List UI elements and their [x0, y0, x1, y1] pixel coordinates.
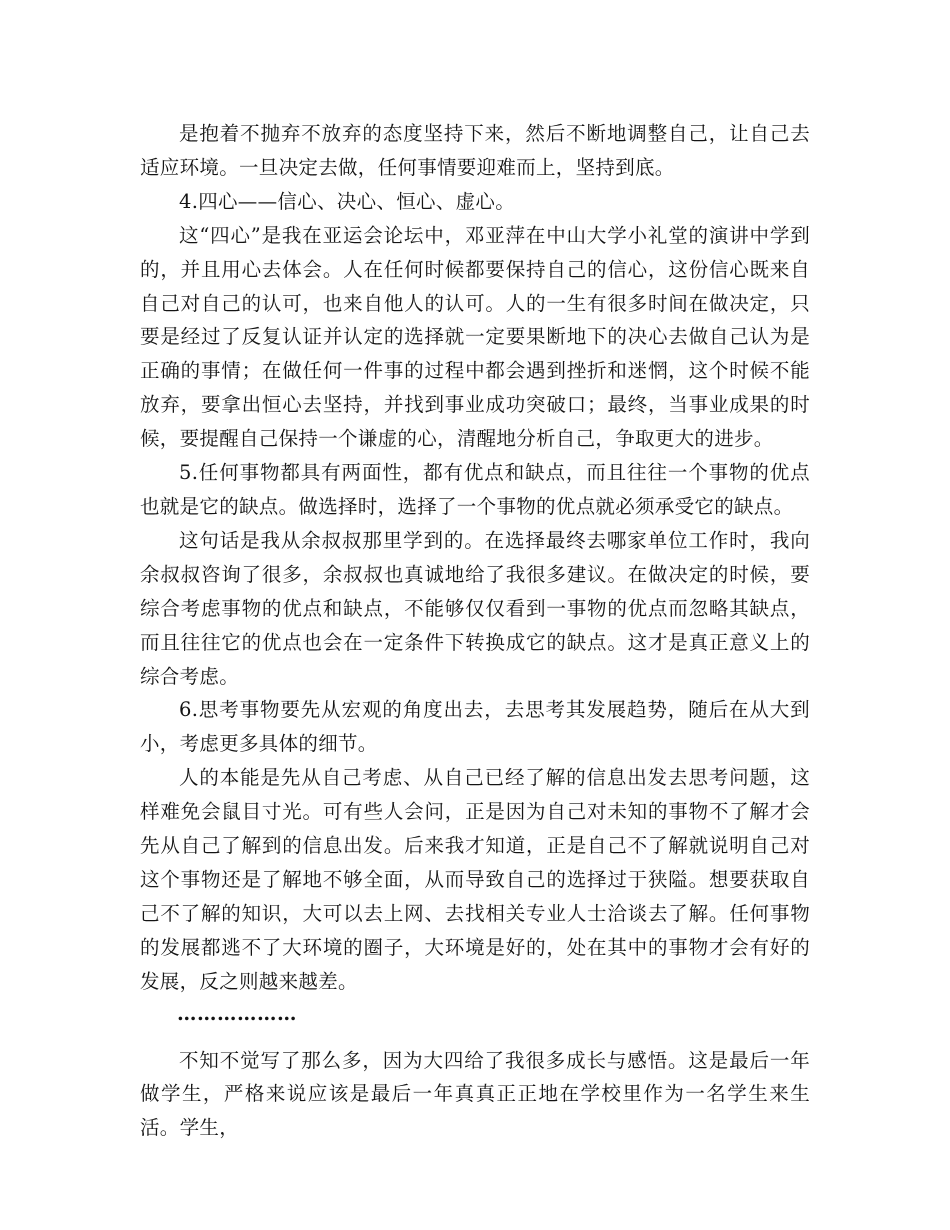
paragraph-human-instinct: 人的本能是先从自己考虑、从自己已经了解的信息出发去思考问题，这样难免会鼠目寸光。可有些人会问，正是因为自己对未知的事物不了解才会先从自己了解到的信息出发。后来我才知道，正是自己不了解就说明自己对这个事物还是了解地不够全面，从而导致自己的选择过于狭隘。想要获取自己不了解的知识，大可以去上网、去找相关专业人士洽谈去了解。任何事物的发展都逃不了大环境的圈子，大环境是好的，处在其中的事物才会有好的发展，反之则越来越差。	[140, 766, 810, 993]
heading-four-hearts: 4.四心——信心、决心、恒心、虚心。	[179, 189, 516, 213]
paragraph-uncle-yu: 这句话是我从余叔叔那里学到的。在选择最终去哪家单位工作时，我向余叔叔咨询了很多，余叔叔也真诚地给了我很多建议。在做决定的时候，要综合考虑事物的优点和缺点，不能够仅仅看到一事物的优点而忽略其缺点，而且往往它的优点也会在一定条件下转换成它的缺点。这才是真正意义上的综合考虑。	[140, 528, 810, 688]
heading-macro-thinking: 6.思考事物要先从宏观的角度出去，去思考其发展趋势，随后在从大到小，考虑更多具体的细节。	[140, 698, 810, 756]
paragraph-adapt-environment: 是抱着不抛弃不放弃的态度坚持下来，然后不断地调整自己，让自己去适应环境。一旦决定去做，任何事情要迎难而上，坚持到底。	[140, 122, 810, 179]
heading-two-sides: 5.任何事物都具有两面性，都有优点和缺点，而且往往一个事物的优点也就是它的缺点。做选择时，选择了一个事物的优点就必须承受它的缺点。	[140, 461, 810, 518]
paragraph-four-hearts: 这“四心”是我在亚运会论坛中，邓亚萍在中山大学小礼堂的演讲中学到的，并且用心去体会。人在任何时候都要保持自己的信心，这份信心既来自自己对自己的认可，也来自他人的认可。人的一生有很多时间在做决定，只要是经过了反复认证并认定的选择就一定要果断地下的决心去做自己认为是正确的事情；在做任何一件事的过程中都会遇到挫折和迷惘，这个时候不能放弃，要拿出恒心去坚持，并找到事业成功突破口；最终，当事业成果的时候，要提醒自己保持一个谦虚的心，清醒地分析自己，争取更大的进步。	[140, 223, 810, 451]
paragraph-closing: 不知不觉写了那么多，因为大四给了我很多成长与感悟。这是最后一年做学生，严格来说应该是最后一年真真正正地在学校里作为一名学生来生活。学生，	[140, 1048, 810, 1140]
ellipsis-separator: ………………	[177, 1001, 297, 1025]
